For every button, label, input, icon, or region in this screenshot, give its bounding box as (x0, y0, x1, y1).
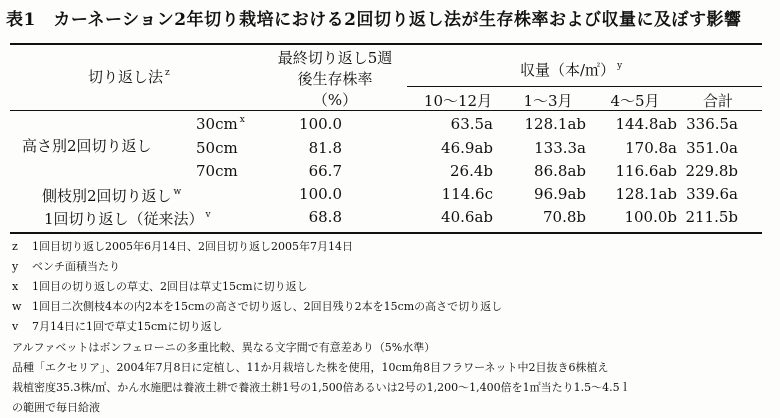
cell-total: 339.6a (686, 185, 738, 203)
cell-period-3: 100.0b (624, 208, 677, 226)
group-label: 高さ別2回切り返し (22, 137, 152, 155)
header-survival-line2: 後生存株率 (297, 70, 373, 88)
cell-period-3: 144.8ab (615, 115, 677, 133)
cell-total: 351.0a (686, 139, 738, 157)
header-method: 切り返し法 $^z$ (88, 68, 170, 86)
cell-survival: 100.0 (299, 185, 342, 203)
footnote-z: z 1回目切り返し2005年6月14日、2回目切り返し2005年7月14日 (12, 240, 353, 253)
row-label: 1回切り返し（従来法） $^v$ (44, 210, 211, 228)
footnote-w: w 1回目二次側枝4本の内2本を15cmの高さで切り返し、2回目残り2本を15cmの高さで切り返し (12, 300, 503, 313)
header-period-3: 4～5月 (610, 92, 660, 110)
bottom-rule (10, 232, 762, 234)
cell-period-3: 116.6ab (615, 162, 677, 180)
row-label: 30cm $^x$ (196, 115, 245, 133)
cell-period-2: 128.1ab (524, 115, 586, 133)
cell-period-1: 114.6c (441, 185, 493, 203)
header-survival-unit: （%） (312, 91, 358, 109)
header-period-2: 1～3月 (523, 92, 573, 110)
cell-period-1: 46.9ab (441, 139, 493, 157)
footnote-v: v 7月14日に1回で草丈15cmに切り返し (12, 320, 223, 333)
cell-period-2: 96.9ab (534, 185, 586, 203)
row-label: 50cm (196, 139, 238, 157)
cell-period-1: 63.5a (450, 115, 493, 133)
cell-period-3: 128.1ab (615, 185, 677, 203)
note-significance: アルファベットはボンフェローニの多重比較、異なる文字間で有意差あり（5%水準） (12, 341, 436, 354)
cell-survival: 68.8 (308, 208, 342, 226)
table-title: 表1 カーネーション2年切り栽培における2回切り返し法が生存株率および収量に及ぼす影響 (6, 10, 742, 30)
cell-total: 336.5a (686, 115, 738, 133)
cell-period-2: 133.3a (534, 139, 586, 157)
header-survival-line1: 最終切り返し5週 (277, 49, 393, 67)
note-density: 栽植密度35.3株/㎡、かん水施肥は養液土耕で養液土耕1号の1,500倍あるいは2号の1,200～1,400倍を1㎡当たり1.5～4.5ｌ (12, 381, 631, 394)
cell-survival: 81.8 (308, 139, 342, 157)
row-label: 70cm (196, 162, 238, 180)
note-irrigation: の範囲で毎日給液 (12, 401, 100, 414)
yield-underline (407, 86, 762, 87)
footnote-x: x 1回目の切り返しの草丈、2回目は草丈15cmに切り返し (12, 280, 308, 293)
cell-total: 211.5b (685, 208, 738, 226)
cell-period-3: 170.8a (625, 139, 677, 157)
note-variety: 品種「エクセリア」、2004年7月8日に定植し、11か月栽培した株を使用，10cm角8目フラワーネット中2目抜き6株植え (12, 361, 609, 374)
cell-period-2: 86.8ab (534, 162, 586, 180)
header-period-4: 合計 (702, 92, 733, 110)
row-label: 側枝別2回切り返し $^w$ (42, 187, 182, 205)
footnote-y: y ベンチ面積当たり (12, 260, 120, 273)
top-rule (10, 43, 762, 45)
cell-total: 229.8b (685, 162, 738, 180)
cell-survival: 66.7 (308, 162, 342, 180)
cell-period-2: 70.8b (542, 208, 586, 226)
cell-period-1: 40.6ab (441, 208, 493, 226)
header-period-1: 10～12月 (423, 92, 493, 110)
header-yield: 収量（本/㎡） $^y$ (520, 61, 623, 79)
cell-survival: 100.0 (299, 115, 342, 133)
header-rule (10, 110, 762, 111)
cell-period-1: 26.4b (449, 162, 493, 180)
